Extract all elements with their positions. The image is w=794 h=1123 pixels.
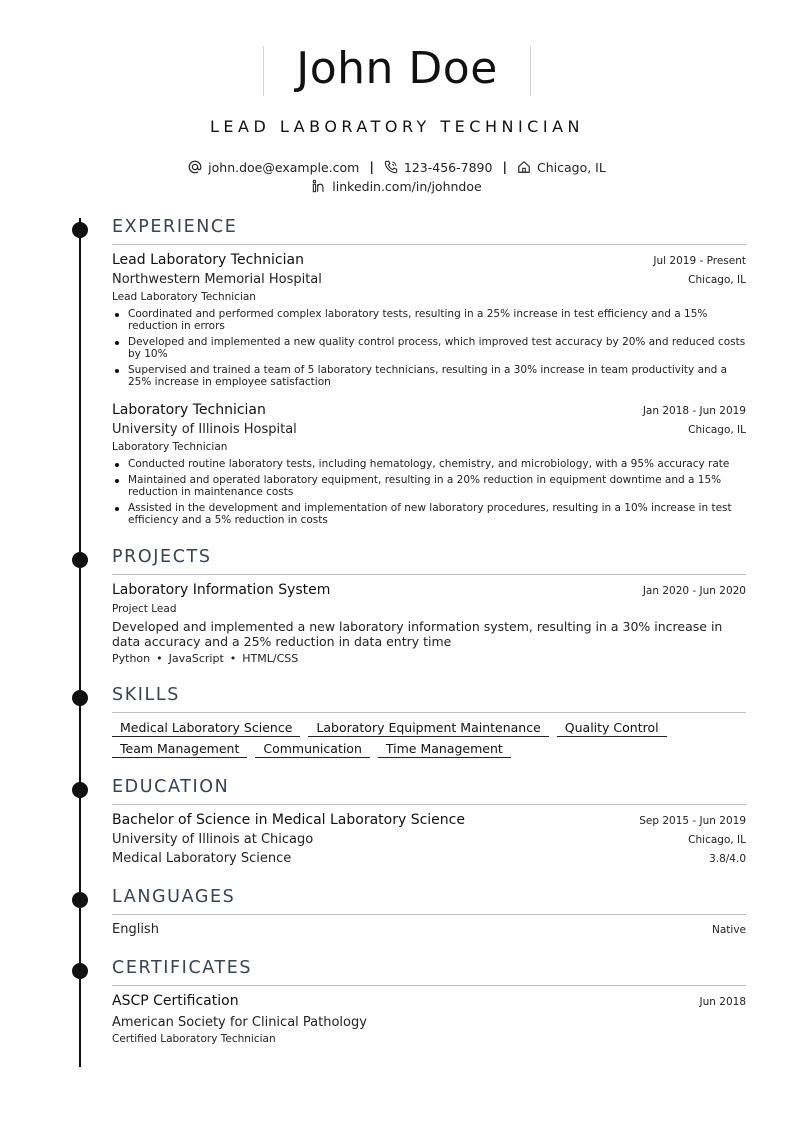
fluency: Native — [712, 924, 746, 936]
education-section — [112, 776, 746, 870]
keyword-list — [112, 652, 746, 665]
section-divider — [112, 914, 746, 915]
location: Chicago, IL — [688, 274, 746, 286]
location-contact — [517, 160, 606, 175]
keyword-separator: • — [156, 652, 163, 665]
timeline-dot — [72, 963, 88, 979]
keyword: Python — [112, 652, 151, 665]
company-name: Northwestern Memorial Hospital — [112, 272, 322, 287]
certificate-name: ASCP Certification — [112, 993, 239, 1009]
date-range: Sep 2015 - Jun 2019 — [639, 815, 746, 827]
project-entry — [112, 582, 746, 665]
phone-contact[interactable] — [384, 160, 493, 175]
gpa: 3.8/4.0 — [709, 853, 746, 865]
job-title: LEAD LABORATORY TECHNICIAN — [210, 117, 584, 136]
section-title: EXPERIENCE — [112, 217, 238, 237]
list-item: Developed and implemented a new quality control process, which improved test accuracy by 20% and reduced costs by 10% — [112, 336, 746, 360]
company-name: University of Illinois Hospital — [112, 422, 297, 437]
list-item: Coordinated and performed complex laboratory tests, resulting in a 25% increase in test efficiency and a 15% reduction in errors — [112, 308, 746, 332]
timeline-dot — [72, 782, 88, 798]
date-range: Jan 2020 - Jun 2020 — [642, 585, 746, 597]
list-item: Maintained and operated laboratory equipment, resulting in a 20% reduction in equipment downtime and a 15% reduction in maintenance costs — [112, 474, 746, 498]
section-title: PROJECTS — [112, 547, 212, 567]
linkedin-contact[interactable] — [312, 179, 481, 194]
language-entry — [112, 922, 746, 940]
section-title: SKILLS — [112, 685, 180, 705]
section-divider — [112, 712, 746, 713]
project-name: Laboratory Information System — [112, 582, 331, 598]
at-icon — [188, 160, 202, 174]
role-summary: Laboratory Technician — [112, 441, 228, 453]
email-text: john.doe@example.com — [208, 160, 360, 175]
date-range: Jul 2019 - Present — [653, 255, 746, 267]
project-description: Developed and implemented a new laboratory information system, resulting in a 30% increase in data accuracy and a 25% reduction in data entry time — [112, 619, 723, 649]
certificate-date: Jun 2018 — [699, 996, 746, 1008]
certificate-entry — [112, 993, 746, 1047]
project-role: Project Lead — [112, 603, 177, 615]
list-item: Conducted routine laboratory tests, including hematology, chemistry, and microbiology, with a 95% accuracy rate — [112, 458, 746, 470]
keyword: JavaScript — [168, 652, 224, 665]
highlights-list — [112, 458, 746, 526]
email-contact[interactable] — [188, 160, 359, 175]
skill-tag: Time Management — [378, 741, 511, 758]
certificate-issuer: American Society for Clinical Pathology — [112, 1015, 367, 1030]
position-title: Lead Laboratory Technician — [112, 252, 304, 268]
phone-icon — [384, 160, 398, 174]
position-title: Laboratory Technician — [112, 402, 266, 418]
timeline-dot — [72, 690, 88, 706]
skill-tag: Team Management — [112, 741, 247, 758]
timeline-dot — [72, 892, 88, 908]
languages-section — [112, 886, 746, 940]
language: English — [112, 922, 159, 937]
certificate-summary: Certified Laboratory Technician — [112, 1033, 276, 1045]
name-frame — [263, 43, 531, 96]
keyword: HTML/CSS — [242, 652, 299, 665]
contact-row — [0, 159, 794, 175]
field-of-study: Medical Laboratory Science — [112, 851, 292, 866]
linkedin-text: linkedin.com/in/johndoe — [332, 179, 482, 194]
timeline-dot — [72, 222, 88, 238]
role-summary: Lead Laboratory Technician — [112, 291, 256, 303]
phone-text: 123-456-7890 — [403, 160, 493, 175]
timeline-dot — [72, 552, 88, 568]
institution: University of Illinois at Chicago — [112, 832, 314, 847]
location-text: Chicago, IL — [537, 160, 606, 175]
timeline-line — [79, 218, 81, 1067]
section-title: LANGUAGES — [112, 887, 236, 907]
certificates-section — [112, 957, 746, 1047]
date-range: Jan 2018 - Jun 2019 — [642, 405, 746, 417]
list-item: Assisted in the development and implementation of new laboratory procedures, resulting in a 10% increase in test efficiency and a 5% reduction in costs — [112, 502, 746, 526]
linkedin-icon — [312, 179, 326, 193]
section-divider — [112, 985, 746, 986]
location: Chicago, IL — [688, 424, 746, 436]
contact-row-2 — [0, 178, 794, 194]
skill-tag: Medical Laboratory Science — [112, 720, 300, 737]
experience-section — [112, 216, 746, 526]
highlights-list — [112, 308, 746, 388]
experience-entry — [112, 402, 746, 526]
list-item: Supervised and trained a team of 5 laboratory technicians, resulting in a 30% increase in team productivity and a 25% increase in employee satisfaction — [112, 364, 746, 388]
skills-section — [112, 684, 746, 758]
home-icon — [517, 160, 531, 174]
skill-tag: Laboratory Equipment Maintenance — [308, 720, 548, 737]
section-divider — [112, 574, 746, 575]
location: Chicago, IL — [688, 834, 746, 846]
keyword-separator: • — [229, 652, 237, 665]
projects-section — [112, 546, 746, 665]
contact-separator: | — [502, 159, 508, 174]
contact-separator: | — [369, 159, 374, 174]
skill-tag: Quality Control — [557, 720, 667, 737]
section-title: EDUCATION — [112, 777, 230, 797]
education-entry — [112, 812, 746, 870]
candidate-name: John Doe — [296, 43, 498, 94]
skill-tags — [112, 720, 746, 758]
experience-entry — [112, 252, 746, 388]
skill-tag: Communication — [255, 741, 370, 758]
section-divider — [112, 244, 746, 245]
section-divider — [112, 804, 746, 805]
section-title: CERTIFICATES — [112, 958, 253, 978]
degree: Bachelor of Science in Medical Laboratory Science — [112, 812, 465, 828]
